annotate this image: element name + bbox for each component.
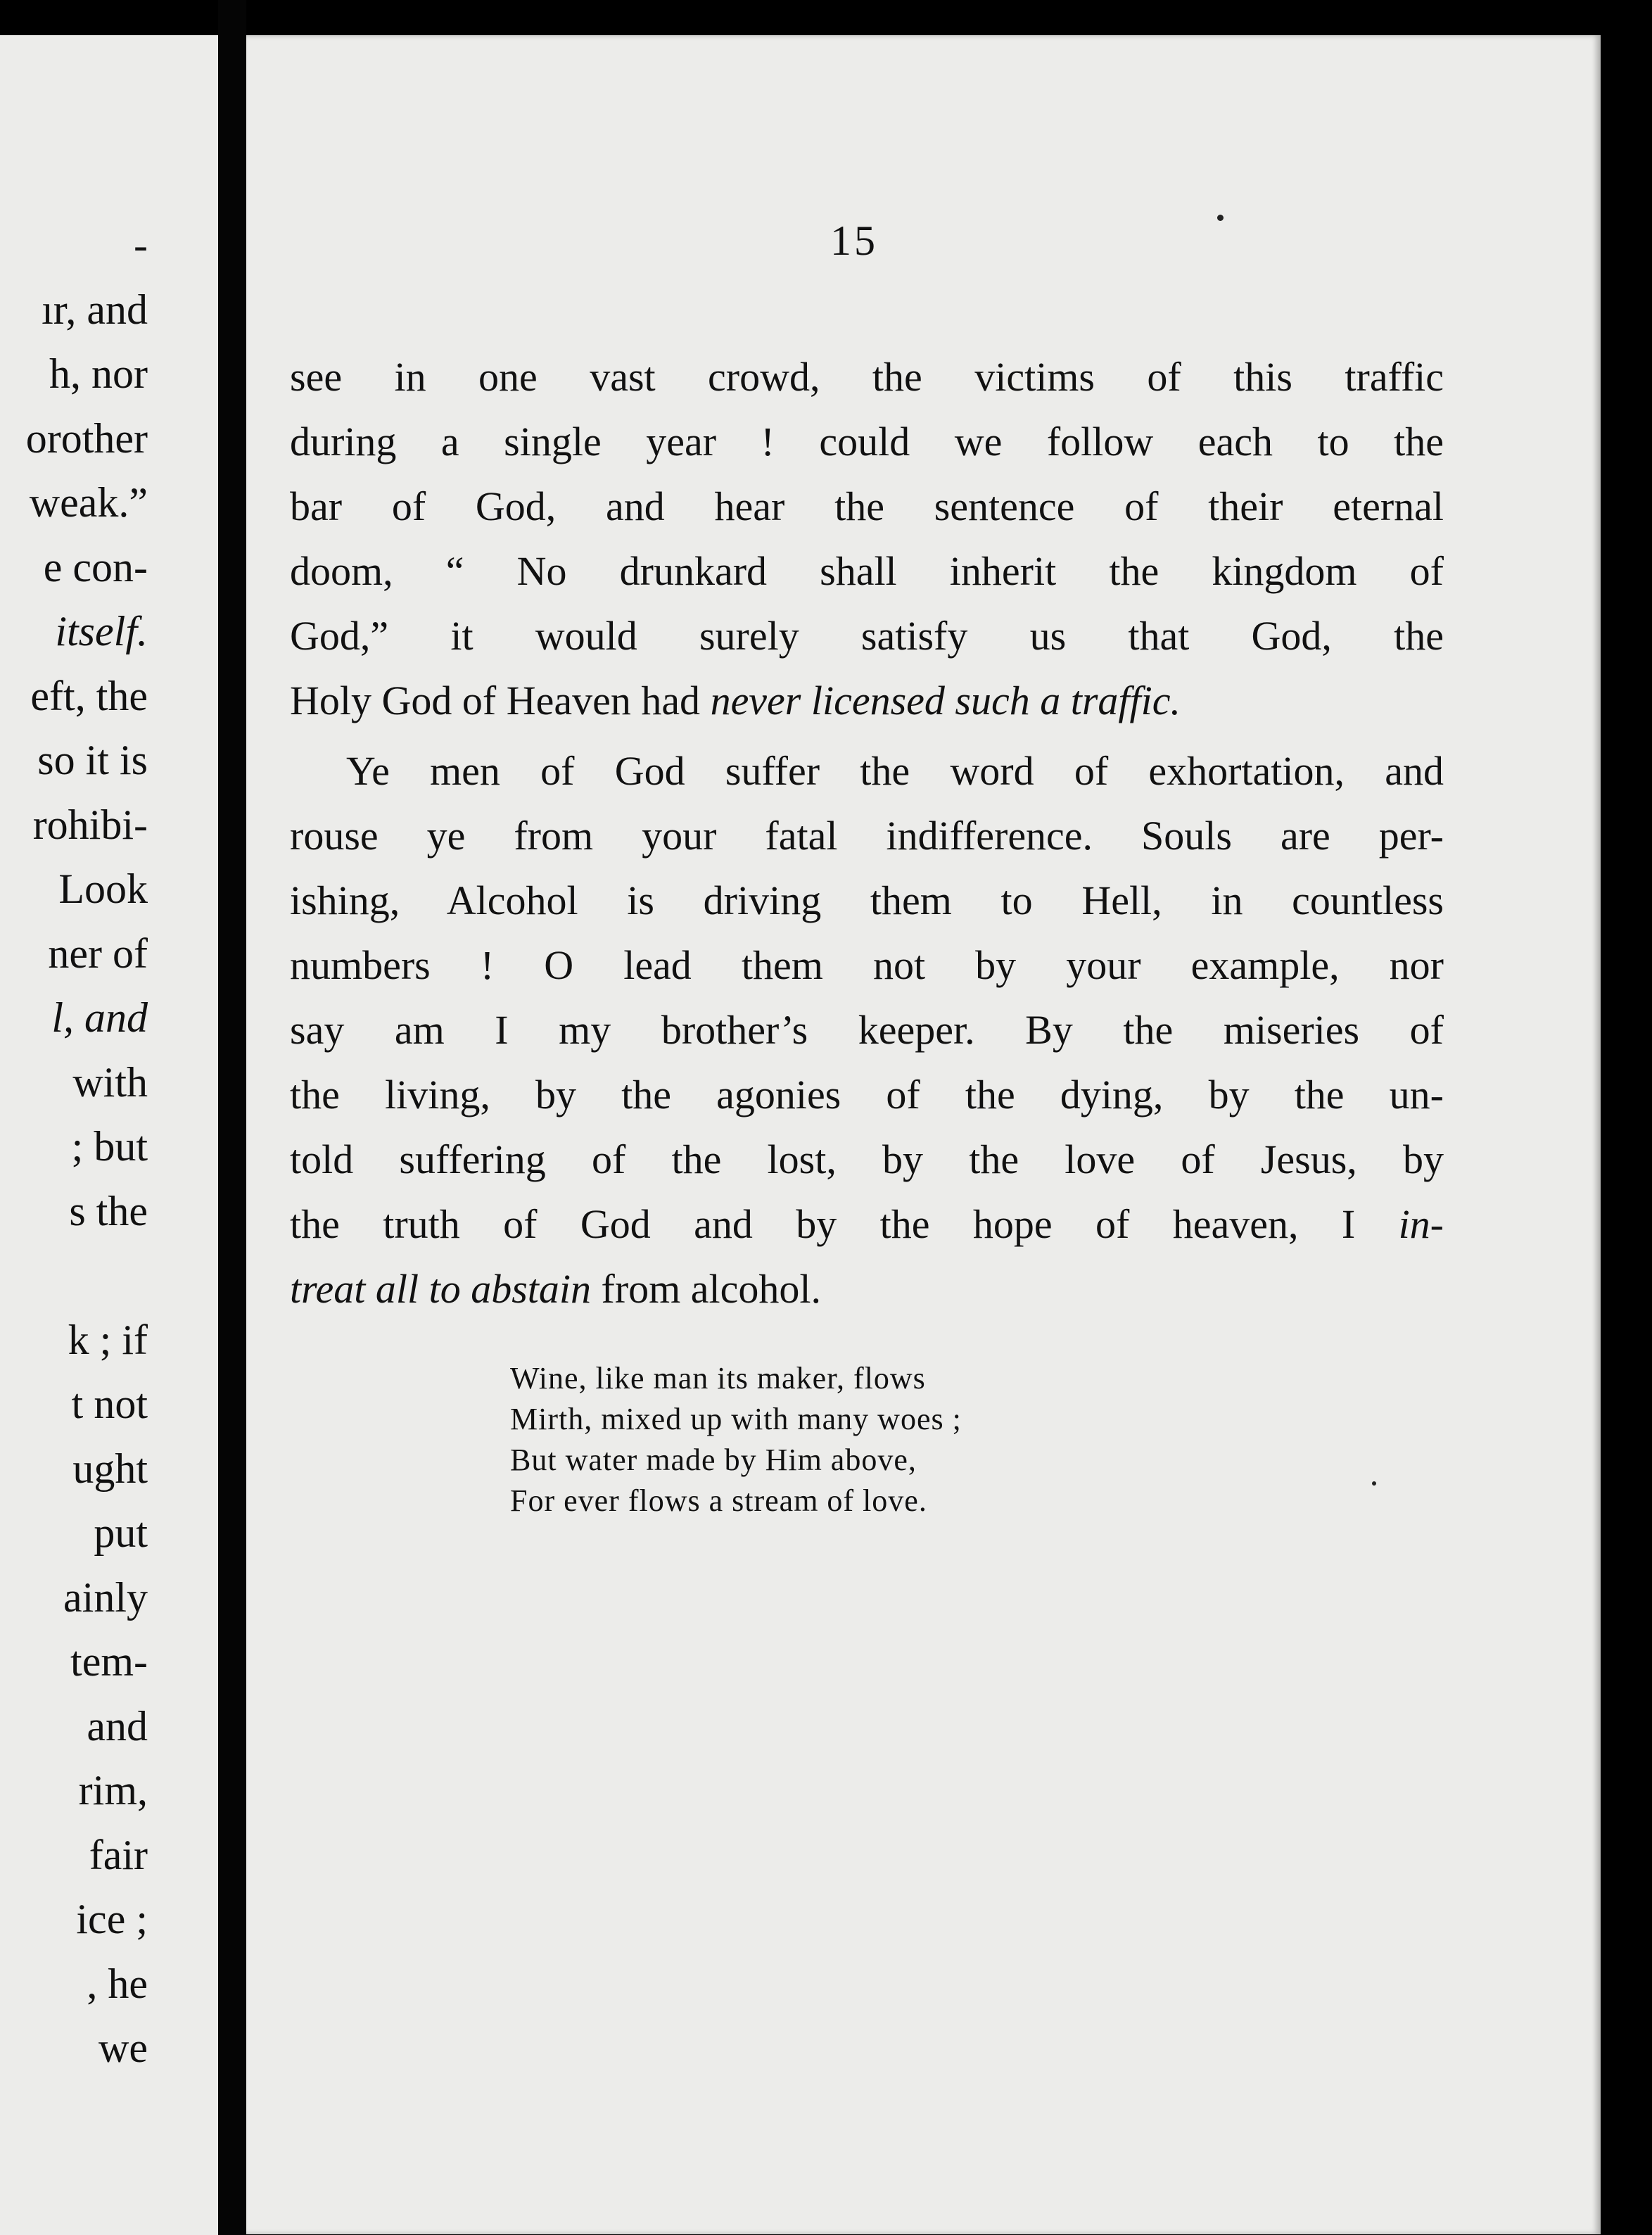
left-page-line: eft, the — [30, 672, 148, 719]
poem-line: Mirth, mixed up with many woes ; — [510, 1402, 962, 1436]
left-page-line: tem- — [70, 1638, 148, 1685]
poem-verse — [510, 1358, 962, 1521]
left-page-line: l, and — [51, 994, 148, 1041]
left-page-line: h, nor — [49, 350, 148, 397]
left-page-line: so it is — [37, 737, 148, 783]
left-page-line: s the — [69, 1187, 148, 1234]
left-page-line: ainly — [63, 1574, 148, 1621]
paragraph-1 — [290, 345, 1444, 733]
left-page-line: e con- — [43, 543, 148, 590]
paragraph-2-tail: from alcohol. — [591, 1266, 822, 1312]
ink-speck — [1372, 1481, 1376, 1486]
left-page-line: ner of — [48, 930, 148, 977]
left-page-line: rohibi- — [32, 801, 148, 848]
poem-line: Wine, like man its maker, flows — [510, 1361, 926, 1395]
page-number: 15 — [830, 217, 878, 264]
left-page-line: and — [87, 1702, 148, 1749]
left-page-line: - — [134, 222, 148, 268]
poem-line: For ever flows a stream of love. — [510, 1483, 927, 1518]
paragraph-1-line: during a single year ! could we follow each to the — [290, 419, 1444, 464]
paragraph-1-line: doom, “ No drunkard shall inherit the kingdom of — [290, 548, 1444, 594]
left-page-line: , he — [87, 1960, 148, 2007]
italic-phrase: in- — [1398, 1201, 1444, 1247]
paragraph-1-last-line — [290, 669, 1444, 733]
paragraph-1-line-text: Holy God of Heaven had — [290, 678, 711, 723]
italic-phrase: never licensed such a traffic. — [710, 678, 1181, 723]
left-page-line: we — [99, 2025, 148, 2071]
left-page-line: put — [94, 1509, 148, 1556]
left-page-line: ught — [72, 1445, 148, 1492]
italic-phrase: treat all to abstain — [290, 1266, 592, 1312]
scan-border — [1601, 0, 1652, 2235]
left-page-line: rim, — [78, 1767, 148, 1813]
ink-speck — [1217, 215, 1224, 221]
paragraph-2-line: say am I my brother’s keeper. By the miseries of — [290, 1007, 1444, 1053]
paragraph-1-line: see in one vast crowd, the victims of this traffic — [290, 354, 1444, 400]
paragraph-2-line: rouse ye from your fatal indifference. Souls are per- — [290, 813, 1444, 859]
left-page-line: fair — [89, 1831, 148, 1878]
left-page-line: itself. — [55, 608, 148, 654]
left-page-line: Look — [58, 866, 148, 912]
paragraph-1-line: bar of God, and hear the sentence of their eternal — [290, 483, 1444, 529]
left-page-line: ice ; — [76, 1896, 148, 1942]
paragraph-1-line: God,” it would surely satisfy us that God, the — [290, 613, 1444, 659]
left-page-line: ır, and — [42, 286, 148, 333]
paragraph-2-line: Ye men of God suffer the word of exhortation, and — [346, 748, 1444, 794]
paragraph-2-line: the living, by the agonies of the dying, by the un- — [290, 1072, 1444, 1118]
paragraph-2-line: ishing, Alcohol is driving them to Hell, in countless — [290, 878, 1444, 923]
paragraph-2-line-text: the truth of God and by the hope of heaven, I — [290, 1201, 1399, 1247]
left-page-line: t not — [71, 1381, 148, 1427]
right-page — [246, 35, 1601, 2234]
poem-line: But water made by Him above, — [510, 1443, 917, 1477]
paragraph-2-line: told suffering of the lost, by the love of Jesus, by — [290, 1137, 1444, 1182]
left-page-line: ; but — [71, 1123, 148, 1170]
paragraph-2-line: numbers ! O lead them not by your example, nor — [290, 942, 1444, 988]
left-page-line: orother — [25, 414, 148, 462]
book-gutter — [218, 0, 246, 2235]
left-page-line: k ; if — [68, 1316, 148, 1363]
paragraph-2 — [290, 739, 1444, 1322]
left-page-line: weak.” — [29, 479, 148, 526]
left-page-line: with — [72, 1058, 148, 1106]
left-facing-page — [0, 35, 218, 2235]
paragraph-2-last-line — [290, 1257, 1444, 1322]
paragraph-2-line-with-italic — [290, 1192, 1444, 1257]
